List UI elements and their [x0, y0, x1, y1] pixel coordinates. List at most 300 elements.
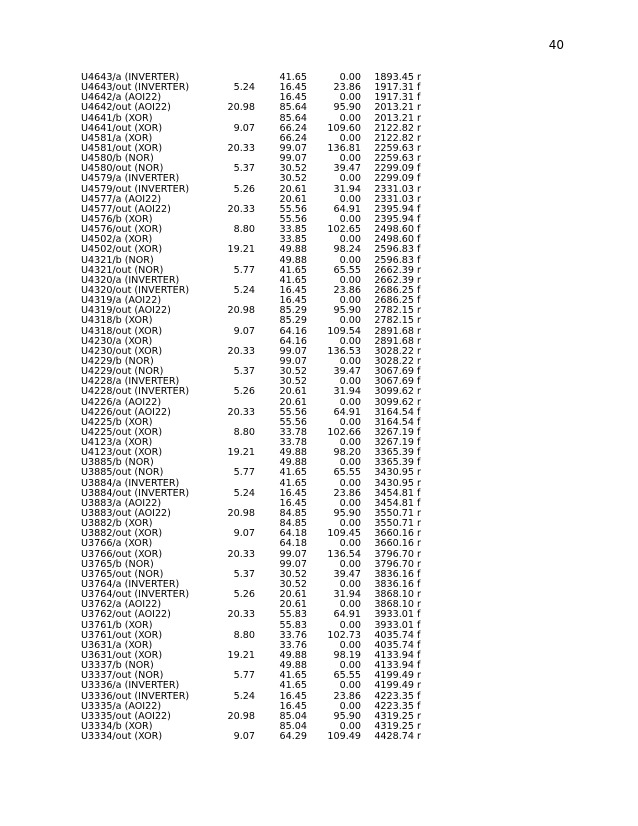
transition: 16.45	[279, 700, 307, 712]
edge: r	[417, 102, 421, 114]
incr-delay: 31.94	[333, 589, 361, 601]
transition: 16.45	[279, 295, 307, 307]
pin-name: U4642/a (AOI22)	[81, 92, 162, 104]
edge: f	[417, 639, 421, 651]
edge: f	[417, 416, 421, 428]
fanout-cap: 19.21	[227, 244, 255, 256]
incr-delay: 98.20	[333, 447, 361, 459]
edge: r	[417, 396, 421, 408]
transition: 66.24	[279, 122, 307, 134]
transition: 64.18	[279, 528, 307, 540]
edge: f	[417, 650, 421, 662]
transition: 55.83	[279, 619, 307, 631]
edge: r	[417, 518, 421, 530]
fanout-cap: 8.80	[233, 224, 255, 236]
path-delay: 4199.49	[374, 670, 414, 682]
transition: 33.85	[279, 224, 307, 236]
pin-name: U4577/a (AOI22)	[81, 193, 162, 205]
incr-delay: 0.00	[339, 497, 361, 509]
edge: f	[417, 579, 421, 591]
transition: 20.61	[279, 183, 307, 195]
fanout-cap: 20.98	[227, 102, 255, 114]
pin-name: U4318/out (XOR)	[81, 325, 163, 337]
edge: r	[417, 153, 421, 165]
path-delay: 3660.16	[374, 528, 414, 540]
pin-name: U3336/a (INVERTER)	[81, 680, 180, 692]
fanout-cap: 5.24	[233, 284, 255, 296]
incr-delay: 0.00	[339, 355, 361, 367]
path-delay: 2891.68	[374, 325, 414, 337]
path-delay: 3267.19	[374, 426, 414, 438]
edge: f	[417, 568, 421, 580]
path-delay: 3430.95	[374, 477, 414, 489]
pin-name: U4225/out (XOR)	[81, 426, 163, 438]
pin-name: U4580/out (NOR)	[81, 163, 164, 175]
incr-delay: 31.94	[333, 386, 361, 398]
incr-delay: 23.86	[333, 690, 361, 702]
transition: 99.07	[279, 153, 307, 165]
edge: f	[417, 619, 421, 631]
incr-delay: 98.19	[333, 650, 361, 662]
incr-delay: 39.47	[333, 568, 361, 580]
pin-name: U4576/out (XOR)	[81, 224, 163, 236]
incr-delay: 0.00	[339, 72, 361, 83]
path-delay: 2013.21	[374, 102, 414, 114]
path-delay: 3868.10	[374, 599, 414, 611]
incr-delay: 0.00	[339, 457, 361, 469]
edge: r	[417, 508, 421, 520]
fanout-cap: 19.21	[227, 650, 255, 662]
pin-name: U4230/a (XOR)	[81, 335, 153, 347]
pin-name: U3335/a (AOI22)	[81, 700, 162, 712]
pin-name: U3885/b (NOR)	[81, 457, 154, 469]
path-delay: 2395.94	[374, 203, 414, 215]
edge: r	[417, 274, 421, 286]
fanout-cap: 20.33	[227, 548, 255, 560]
incr-delay: 109.60	[327, 122, 361, 134]
transition: 30.52	[279, 568, 307, 580]
edge: f	[417, 497, 421, 509]
edge: f	[417, 629, 421, 641]
pin-name: U3765/b (NOR)	[81, 558, 154, 570]
pin-name: U4318/b (XOR)	[81, 315, 153, 327]
pin-name: U3761/out (XOR)	[81, 629, 163, 641]
pin-name: U4643/a (INVERTER)	[81, 72, 180, 83]
transition: 16.45	[279, 92, 307, 104]
path-delay: 3796.70	[374, 558, 414, 570]
path-delay: 3164.54	[374, 416, 414, 428]
incr-delay: 0.00	[339, 396, 361, 408]
fanout-cap: 5.26	[233, 589, 255, 601]
pin-name: U3334/out (XOR)	[81, 731, 163, 743]
fanout-cap: 9.07	[233, 325, 255, 337]
pin-name: U4123/a (XOR)	[81, 437, 153, 449]
transition: 41.65	[279, 274, 307, 286]
transition: 99.07	[279, 355, 307, 367]
path-delay: 3099.62	[374, 386, 414, 398]
incr-delay: 0.00	[339, 437, 361, 449]
edge: f	[417, 376, 421, 388]
edge: r	[417, 355, 421, 367]
incr-delay: 0.00	[339, 619, 361, 631]
incr-delay: 0.00	[339, 213, 361, 225]
incr-delay: 102.66	[327, 426, 361, 438]
edge: f	[417, 163, 421, 175]
path-delay: 1893.45	[374, 72, 414, 83]
incr-delay: 23.86	[333, 284, 361, 296]
edge: f	[417, 254, 421, 266]
pin-name: U3764/out (INVERTER)	[81, 589, 190, 601]
pin-name: U3631/a (XOR)	[81, 639, 153, 651]
transition: 85.29	[279, 305, 307, 317]
incr-delay: 23.86	[333, 487, 361, 499]
fanout-cap: 20.98	[227, 508, 255, 520]
edge: f	[417, 700, 421, 712]
edge: f	[417, 92, 421, 104]
edge: f	[417, 690, 421, 702]
path-delay: 3028.22	[374, 345, 414, 357]
transition: 30.52	[279, 376, 307, 388]
edge: r	[417, 183, 421, 195]
transition: 49.88	[279, 244, 307, 256]
path-delay: 3067.69	[374, 366, 414, 378]
edge: r	[417, 132, 421, 144]
fanout-cap: 20.33	[227, 203, 255, 215]
incr-delay: 136.81	[327, 142, 361, 154]
transition: 41.65	[279, 477, 307, 489]
edge: r	[417, 710, 421, 722]
path-delay: 4035.74	[374, 629, 414, 641]
transition: 49.88	[279, 650, 307, 662]
edge: r	[417, 731, 421, 743]
incr-delay: 65.55	[333, 467, 361, 479]
incr-delay: 98.24	[333, 244, 361, 256]
fanout-cap: 20.98	[227, 305, 255, 317]
pin-name: U4321/b (NOR)	[81, 254, 154, 266]
incr-delay: 95.90	[333, 710, 361, 722]
path-delay: 4133.94	[374, 660, 414, 672]
path-delay: 2259.63	[374, 142, 414, 154]
fanout-cap: 5.77	[233, 670, 255, 682]
pin-name: U4229/b (NOR)	[81, 355, 154, 367]
path-delay: 2013.21	[374, 112, 414, 124]
incr-delay: 0.00	[339, 193, 361, 205]
incr-delay: 0.00	[339, 599, 361, 611]
pin-name: U4228/out (INVERTER)	[81, 386, 190, 398]
pin-name: U4580/b (NOR)	[81, 153, 154, 165]
path-delay: 3868.10	[374, 589, 414, 601]
transition: 33.78	[279, 426, 307, 438]
path-delay: 3836.16	[374, 568, 414, 580]
transition: 20.61	[279, 193, 307, 205]
fanout-cap: 9.07	[233, 731, 255, 743]
edge: r	[417, 315, 421, 327]
incr-delay: 0.00	[339, 315, 361, 327]
path-delay: 3164.54	[374, 406, 414, 418]
edge: r	[417, 680, 421, 692]
incr-delay: 0.00	[339, 274, 361, 286]
transition: 16.45	[279, 690, 307, 702]
path-delay: 2891.68	[374, 335, 414, 347]
edge: f	[417, 234, 421, 246]
path-delay: 3067.69	[374, 376, 414, 388]
transition: 55.56	[279, 406, 307, 418]
path-delay: 2662.39	[374, 274, 414, 286]
incr-delay: 136.53	[327, 345, 361, 357]
incr-delay: 0.00	[339, 660, 361, 672]
transition: 55.56	[279, 416, 307, 428]
edge: r	[417, 386, 421, 398]
transition: 41.65	[279, 72, 307, 83]
transition: 33.78	[279, 437, 307, 449]
transition: 64.18	[279, 538, 307, 550]
edge: f	[417, 406, 421, 418]
path-delay: 1917.31	[374, 92, 414, 104]
transition: 16.45	[279, 497, 307, 509]
transition: 99.07	[279, 548, 307, 560]
transition: 85.04	[279, 710, 307, 722]
path-delay: 3454.81	[374, 487, 414, 499]
transition: 85.64	[279, 112, 307, 124]
transition: 85.29	[279, 315, 307, 327]
transition: 20.61	[279, 396, 307, 408]
incr-delay: 0.00	[339, 558, 361, 570]
incr-delay: 0.00	[339, 700, 361, 712]
transition: 33.76	[279, 639, 307, 651]
incr-delay: 0.00	[339, 132, 361, 144]
pin-name: U4576/b (XOR)	[81, 213, 153, 225]
path-delay: 3933.01	[374, 609, 414, 621]
transition: 84.85	[279, 518, 307, 530]
incr-delay: 95.90	[333, 102, 361, 114]
path-delay: 3796.70	[374, 548, 414, 560]
edge: f	[417, 295, 421, 307]
transition: 30.52	[279, 366, 307, 378]
fanout-cap: 19.21	[227, 447, 255, 459]
pin-name: U4641/out (XOR)	[81, 122, 163, 134]
pin-name: U3762/out (AOI22)	[81, 609, 171, 621]
pin-name: U4579/a (INVERTER)	[81, 173, 180, 185]
pin-name: U4581/a (XOR)	[81, 132, 153, 144]
transition: 55.56	[279, 203, 307, 215]
pin-name: U3337/out (NOR)	[81, 670, 164, 682]
pin-name: U4226/out (AOI22)	[81, 406, 171, 418]
pin-name: U4641/b (XOR)	[81, 112, 153, 124]
fanout-cap: 9.07	[233, 528, 255, 540]
pin-name: U4577/out (AOI22)	[81, 203, 171, 215]
pin-name: U4225/b (XOR)	[81, 416, 153, 428]
fanout-cap: 5.77	[233, 264, 255, 276]
edge: f	[417, 203, 421, 215]
fanout-cap: 8.80	[233, 426, 255, 438]
incr-delay: 109.54	[327, 325, 361, 337]
edge: f	[417, 609, 421, 621]
incr-delay: 109.49	[327, 731, 361, 743]
path-delay: 3365.39	[374, 447, 414, 459]
incr-delay: 39.47	[333, 366, 361, 378]
path-delay: 3550.71	[374, 518, 414, 530]
transition: 41.65	[279, 680, 307, 692]
transition: 30.52	[279, 163, 307, 175]
pin-name: U3883/out (AOI22)	[81, 508, 171, 520]
transition: 84.85	[279, 508, 307, 520]
transition: 64.29	[279, 731, 307, 743]
incr-delay: 0.00	[339, 416, 361, 428]
pin-name: U3336/out (INVERTER)	[81, 690, 190, 702]
incr-delay: 0.00	[339, 234, 361, 246]
pin-name: U3882/out (XOR)	[81, 528, 163, 540]
edge: r	[417, 122, 421, 134]
fanout-cap: 20.33	[227, 345, 255, 357]
edge: r	[417, 599, 421, 611]
pin-name: U4319/a (AOI22)	[81, 295, 162, 307]
path-delay: 3550.71	[374, 508, 414, 520]
edge: f	[417, 173, 421, 185]
pin-name: U4643/out (INVERTER)	[81, 82, 190, 94]
fanout-cap: 8.80	[233, 629, 255, 641]
path-delay: 2686.25	[374, 284, 414, 296]
edge: r	[417, 72, 421, 83]
edge: f	[417, 213, 421, 225]
path-delay: 3365.39	[374, 457, 414, 469]
transition: 66.24	[279, 132, 307, 144]
incr-delay: 0.00	[339, 376, 361, 388]
edge: f	[417, 437, 421, 449]
pin-name: U3882/b (XOR)	[81, 518, 153, 530]
transition: 41.65	[279, 264, 307, 276]
fanout-cap: 20.98	[227, 710, 255, 722]
edge: f	[417, 284, 421, 296]
path-delay: 2686.25	[374, 295, 414, 307]
pin-name: U4321/out (NOR)	[81, 264, 164, 276]
edge: f	[417, 487, 421, 499]
incr-delay: 23.86	[333, 82, 361, 94]
edge: f	[417, 82, 421, 94]
transition: 85.04	[279, 721, 307, 732]
transition: 20.61	[279, 589, 307, 601]
path-delay: 4035.74	[374, 639, 414, 651]
pin-name: U3764/a (INVERTER)	[81, 579, 180, 591]
path-delay: 4223.35	[374, 690, 414, 702]
transition: 49.88	[279, 457, 307, 469]
transition: 99.07	[279, 142, 307, 154]
edge: f	[417, 426, 421, 438]
fanout-cap: 20.33	[227, 609, 255, 621]
edge: r	[417, 528, 421, 540]
path-delay: 2498.60	[374, 234, 414, 246]
fanout-cap: 20.33	[227, 406, 255, 418]
path-delay: 2122.82	[374, 122, 414, 134]
transition: 16.45	[279, 82, 307, 94]
pin-name: U4123/out (XOR)	[81, 447, 163, 459]
incr-delay: 102.73	[327, 629, 361, 641]
transition: 33.85	[279, 234, 307, 246]
pin-name: U4320/a (INVERTER)	[81, 274, 180, 286]
fanout-cap: 5.77	[233, 467, 255, 479]
path-delay: 2662.39	[374, 264, 414, 276]
incr-delay: 0.00	[339, 477, 361, 489]
transition: 99.07	[279, 345, 307, 357]
incr-delay: 0.00	[339, 579, 361, 591]
edge: f	[417, 366, 421, 378]
edge: f	[417, 660, 421, 672]
edge: r	[417, 264, 421, 276]
edge: r	[417, 305, 421, 317]
transition: 55.56	[279, 213, 307, 225]
pin-name: U4229/out (NOR)	[81, 366, 164, 378]
transition: 30.52	[279, 579, 307, 591]
path-delay: 2331.03	[374, 193, 414, 205]
fanout-cap: 5.37	[233, 568, 255, 580]
transition: 30.52	[279, 173, 307, 185]
pin-name: U4228/a (INVERTER)	[81, 376, 180, 388]
transition: 41.65	[279, 467, 307, 479]
incr-delay: 0.00	[339, 295, 361, 307]
fanout-cap: 5.24	[233, 690, 255, 702]
transition: 16.45	[279, 487, 307, 499]
pin-name: U3885/out (NOR)	[81, 467, 164, 479]
path-delay: 2782.15	[374, 315, 414, 327]
transition: 99.07	[279, 558, 307, 570]
incr-delay: 64.91	[333, 609, 361, 621]
path-delay: 2331.03	[374, 183, 414, 195]
edge: r	[417, 670, 421, 682]
transition: 55.83	[279, 609, 307, 621]
fanout-cap: 5.24	[233, 82, 255, 94]
incr-delay: 95.90	[333, 508, 361, 520]
path-delay: 2596.83	[374, 254, 414, 266]
path-delay: 2299.09	[374, 173, 414, 185]
path-delay: 3933.01	[374, 619, 414, 631]
incr-delay: 64.91	[333, 203, 361, 215]
pin-name: U4319/out (AOI22)	[81, 305, 171, 317]
incr-delay: 0.00	[339, 335, 361, 347]
path-delay: 4319.25	[374, 710, 414, 722]
path-delay: 2596.83	[374, 244, 414, 256]
pin-name: U4226/a (AOI22)	[81, 396, 162, 408]
path-delay: 4133.94	[374, 650, 414, 662]
pin-name: U4579/out (INVERTER)	[81, 183, 190, 195]
pin-name: U3766/out (XOR)	[81, 548, 163, 560]
pin-name: U3631/out (XOR)	[81, 650, 163, 662]
incr-delay: 102.65	[327, 224, 361, 236]
transition: 33.76	[279, 629, 307, 641]
path-delay: 2395.94	[374, 213, 414, 225]
fanout-cap: 5.24	[233, 487, 255, 499]
edge: r	[417, 589, 421, 601]
fanout-cap: 5.26	[233, 386, 255, 398]
edge: r	[417, 548, 421, 560]
transition: 20.61	[279, 386, 307, 398]
transition: 49.88	[279, 447, 307, 459]
page-number: 40	[548, 38, 564, 52]
fanout-cap: 5.37	[233, 163, 255, 175]
path-delay: 4319.25	[374, 721, 414, 732]
path-delay: 4428.74	[374, 731, 414, 743]
edge: f	[417, 224, 421, 236]
transition: 64.16	[279, 335, 307, 347]
edge: r	[417, 558, 421, 570]
path-delay: 3267.19	[374, 437, 414, 449]
incr-delay: 31.94	[333, 183, 361, 195]
incr-delay: 0.00	[339, 721, 361, 732]
transition: 49.88	[279, 660, 307, 672]
incr-delay: 0.00	[339, 538, 361, 550]
incr-delay: 0.00	[339, 173, 361, 185]
incr-delay: 0.00	[339, 518, 361, 530]
pin-name: U3883/a (AOI22)	[81, 497, 162, 509]
pin-name: U3335/out (AOI22)	[81, 710, 171, 722]
